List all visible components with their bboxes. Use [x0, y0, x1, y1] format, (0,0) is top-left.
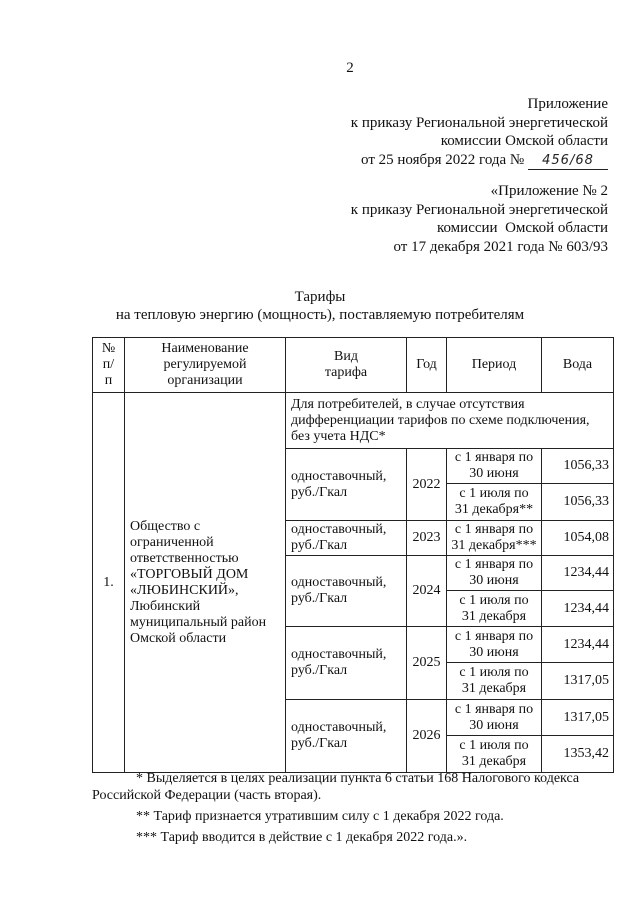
footnote-1-line-2: Российской Федерации (часть вторая).: [92, 788, 322, 803]
appendix-line-4: [351, 151, 608, 170]
footnote-2: ** Тариф признается утратившим силу с 1 декабря 2022 года.: [136, 809, 504, 824]
water-value-cell: 1317,05: [542, 663, 614, 700]
appendix-line-1: Приложение: [527, 96, 608, 112]
water-value-cell: 1317,05: [542, 700, 614, 736]
title-line-2: на тепловую энергию (мощность), поставляемую потребителям: [115, 307, 525, 323]
tariff-type-cell: одноставочный, руб./Гкал: [286, 521, 407, 556]
water-value-cell: 1056,33: [542, 484, 614, 521]
period-cell: с 1 июля по 31 декабря: [447, 736, 542, 773]
tariff-type-cell: одноставочный, руб./Гкал: [286, 556, 407, 627]
period-cell: с 1 января по 30 июня: [447, 556, 542, 591]
header-tariff-type: Вид тарифа: [286, 338, 407, 393]
year-cell: 2024: [407, 556, 447, 627]
orig-appendix-line-1: «Приложение № 2: [490, 183, 608, 199]
appendix-header: [351, 95, 608, 170]
header-period: Период: [447, 338, 542, 393]
orig-appendix-line-3: комиссии Омской области: [436, 220, 608, 236]
header-number: № п/ п: [93, 338, 125, 393]
tariff-table: [92, 337, 614, 773]
organization-cell: Общество с ограниченной ответственностью «ТОРГОВЫЙ ДОМ «ЛЮБИНСКИЙ», Любинский муниципальный район Омской области: [125, 393, 286, 773]
water-value-cell: 1056,33: [542, 449, 614, 484]
header-organization: Наименование регулируемой организации: [125, 338, 286, 393]
appendix-line-2: к приказу Региональной энергетической: [350, 114, 608, 131]
year-cell: 2026: [407, 700, 447, 773]
water-value-cell: 1353,42: [542, 736, 614, 773]
period-cell: с 1 июля по 31 декабря**: [447, 484, 542, 521]
tariff-type-cell: одноставочный, руб./Гкал: [286, 700, 407, 773]
table-row: [93, 393, 614, 449]
order-date-prefix: от 25 ноября 2022 года №: [361, 151, 525, 168]
period-cell: с 1 июля по 31 декабря: [447, 663, 542, 700]
handwritten-order-number: 456/68: [528, 153, 608, 170]
period-cell: с 1 июля по 31 декабря: [447, 591, 542, 627]
page-number: 2: [346, 60, 354, 76]
tariff-type-cell: одноставочный, руб./Гкал: [286, 449, 407, 521]
table-header-row: [93, 338, 614, 393]
footnotes: [92, 770, 612, 846]
orig-appendix-line-4: от 17 декабря 2021 года № 603/93: [393, 238, 608, 255]
period-cell: с 1 января по 31 декабря***: [447, 521, 542, 556]
year-cell: 2023: [407, 521, 447, 556]
document-title: [0, 288, 640, 324]
water-value-cell: 1234,44: [542, 591, 614, 627]
orig-appendix-line-2: к приказу Региональной энергетической: [350, 201, 608, 218]
consumer-note-cell: Для потребителей, в случае отсутствия дифференциации тарифов по схеме подключения, без учета НДС*: [286, 393, 614, 449]
footnote-3: *** Тариф вводится в действие с 1 декабря 2022 года.».: [136, 830, 468, 845]
row-number-cell: 1.: [93, 393, 125, 773]
original-appendix-header: [351, 182, 608, 256]
footnote-1-line-1: * Выделяется в целях реализации пункта 6 статьи 168 Налогового кодекса: [136, 771, 580, 786]
period-cell: с 1 января по 30 июня: [447, 627, 542, 663]
water-value-cell: 1234,44: [542, 556, 614, 591]
period-cell: с 1 января по 30 июня: [447, 449, 542, 484]
water-value-cell: 1234,44: [542, 627, 614, 663]
year-cell: 2022: [407, 449, 447, 521]
tariff-type-cell: одноставочный, руб./Гкал: [286, 627, 407, 700]
header-water: Вода: [542, 338, 614, 393]
header-year: Год: [407, 338, 447, 393]
title-line-1: Тарифы: [294, 289, 346, 305]
appendix-line-3: комиссии Омской области: [440, 133, 608, 149]
water-value-cell: 1054,08: [542, 521, 614, 556]
year-cell: 2025: [407, 627, 447, 700]
period-cell: с 1 января по 30 июня: [447, 700, 542, 736]
